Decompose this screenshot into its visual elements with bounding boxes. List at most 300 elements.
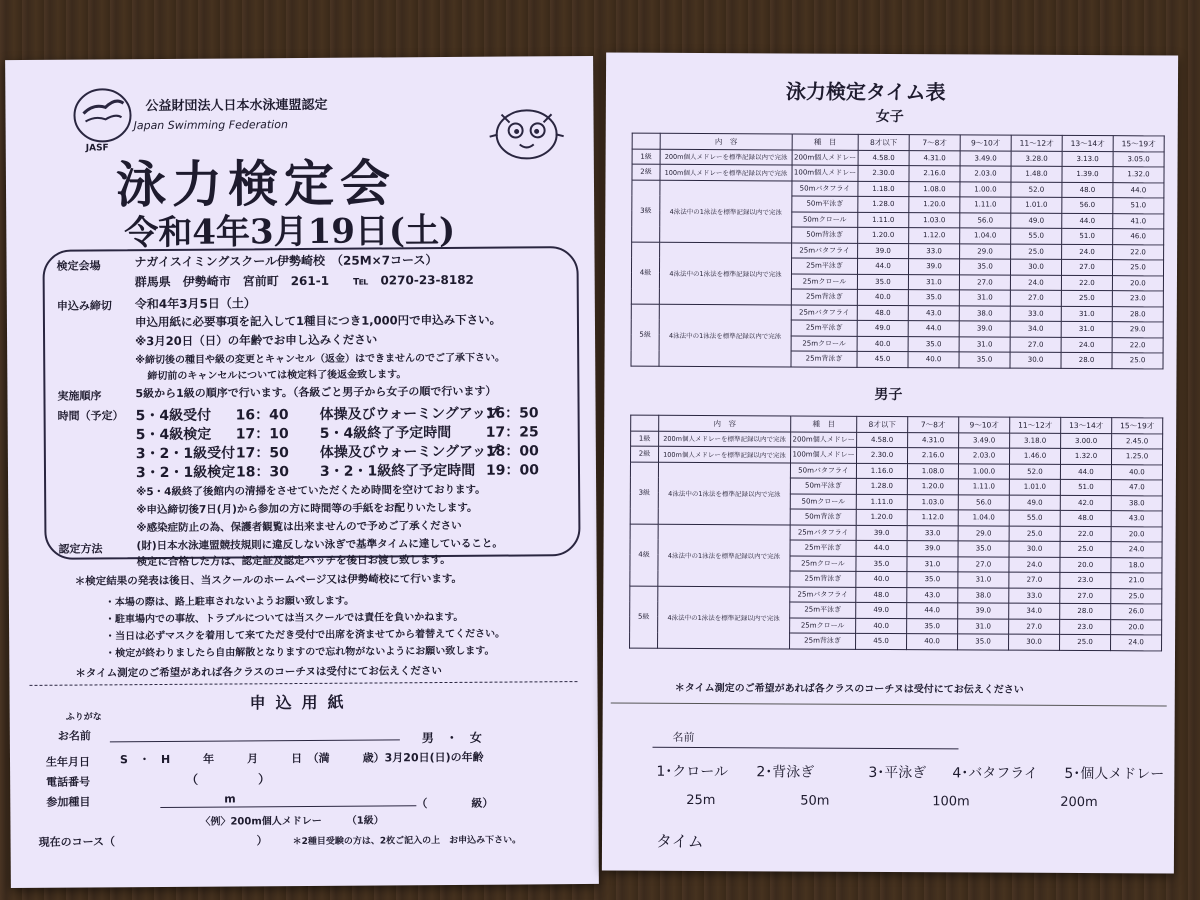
schedule-d-3: 19：00 [485,462,540,479]
male-level: 5級 [630,586,658,648]
female-time-cell: 31.0 [959,336,1010,352]
schedule-a-2: 3・2・1級受付 [135,445,236,463]
male-time-cell: 35.0 [958,541,1009,557]
female-time-cell: 49.0 [1011,213,1062,229]
schedule-a-0: 5・4級受付 [135,407,212,425]
page-title: 泳力検定会 [115,153,397,215]
schedule-d-2: 18：00 [485,443,539,460]
event-label: 参加種目 [46,795,91,809]
female-time-cell: 25.0 [1061,290,1112,306]
male-level: 3級 [630,462,658,524]
schedule-c-0: 体操及びウォーミングアップ [319,405,500,423]
female-description: 4泳法中の1泳法を標準記録以内で完泳 [659,242,791,305]
male-time-cell: 30.0 [1009,541,1060,557]
male-time-cell: 1.28.0 [856,478,907,494]
schedule-b-3: 18：30 [235,464,290,481]
male-event: 25m平泳ぎ [790,602,856,618]
male-header-2: 8才以下 [857,416,908,432]
male-time-cell: 2.45.0 [1112,433,1163,449]
male-time-cell: 20.0 [1111,526,1162,542]
org-name: 公益財団法人日本水泳連盟認定 [145,97,328,115]
male-time-cell: 24.0 [1111,542,1162,558]
female-time-cell: 35.0 [908,336,959,352]
birth-label: 生年月日 [45,755,91,769]
female-time-cell: 1.12.0 [909,228,960,244]
female-time-cell: 35.0 [959,352,1010,368]
female-time-cell: 31.0 [959,290,1010,306]
female-time-cell: 29.0 [960,243,1011,259]
male-time-cell: 27.0 [1060,588,1111,604]
female-header-5: 11〜12才 [1011,135,1062,151]
male-time-cell: 25.0 [1060,541,1111,557]
male-time-cell: 39.0 [958,603,1009,619]
male-event: 25mバタフライ [790,524,856,540]
female-time-cell: 24.0 [1010,275,1061,291]
male-time-cell: 18.0 [1111,557,1162,573]
male-time-cell: 23.0 [1060,619,1111,635]
male-event: 100m個人メドレー [791,447,857,463]
female-time-cell: 28.0 [1112,306,1163,322]
female-time-cell: 1.20.0 [909,197,960,213]
male-header-3: 7〜8才 [908,417,959,433]
female-time-cell: 1.00.0 [960,181,1011,197]
event-example: 〈例〉200m個人メドレー （1級） [200,815,384,828]
stroke-3: 3･平泳ぎ [868,764,927,782]
female-time-cell: 2.16.0 [909,166,960,182]
org-name-en: Japan Swimming Federation [133,118,288,133]
male-time-cell: 48.0 [1060,510,1111,526]
male-description: 4泳法中の1泳法を標準記録以内で完泳 [658,586,790,649]
female-level: 5級 [631,304,659,366]
male-description: 100m個人メドレーを標準記録以内で完泳 [659,446,791,462]
distance-200: 200m [1060,794,1098,811]
female-time-cell: 30.0 [1010,259,1061,275]
time-label-right: タイム [655,831,704,852]
female-time-cell: 27.0 [1010,337,1061,353]
male-time-cell: 1.11.0 [856,494,907,510]
female-time-cell: 20.0 [1112,275,1163,291]
female-time-cell: 44.0 [1062,213,1113,229]
male-time-cell: 4.58.0 [857,432,908,448]
male-time-cell: 27.0 [1009,572,1060,588]
female-time-cell: 40.0 [857,289,908,305]
male-time-cell: 3.49.0 [959,432,1010,448]
female-time-cell: 23.0 [1112,291,1163,307]
male-time-cell: 31.0 [907,556,958,572]
female-event: 50m平泳ぎ [792,196,858,212]
female-time-cell: 1.08.0 [909,181,960,197]
male-time-cell: 42.0 [1060,495,1111,511]
event-field[interactable] [160,805,416,808]
male-time-cell: 35.0 [907,618,958,634]
female-time-cell: 27.0 [1010,290,1061,306]
female-time-cell: 51.0 [1062,228,1113,244]
female-time-cell: 39.0 [858,243,909,259]
male-time-cell: 35.0 [907,572,958,588]
male-event: 50m平泳ぎ [790,478,856,494]
female-time-cell: 1.39.0 [1062,166,1113,182]
stroke-4: 4･バタフライ [952,765,1038,782]
female-header-7: 15〜19才 [1113,136,1164,152]
male-time-cell: 40.0 [856,618,907,634]
female-time-cell: 35.0 [857,274,908,290]
male-time-cell: 35.0 [856,556,907,572]
results-note: ＊検定結果の発表は後日、当スクールのホームページ又は伊勢崎校にて行います。 [74,572,463,588]
male-time-cell: 21.0 [1111,573,1162,589]
form-title: 申込用紙 [249,692,354,713]
female-time-cell: 29.0 [1112,322,1163,338]
venue-address: 群馬県 伊勢崎市 宮前町 261-1 ℡ 0270-23-8182 [134,272,474,290]
female-header-2: 8才以下 [858,134,909,150]
female-time-cell: 44.0 [1113,182,1164,198]
female-time-cell: 1.04.0 [960,228,1011,244]
female-event: 25m背泳ぎ [791,351,857,367]
male-time-cell: 29.0 [958,525,1009,541]
male-time-cell: 1.08.0 [907,463,958,479]
phone-field[interactable]: （ ） [186,772,271,787]
deadline-value: 令和4年3月5日（土） [134,296,256,312]
female-time-cell: 40.0 [908,352,959,368]
male-header-4: 9〜10才 [959,417,1010,433]
cert-line-1: (財)日本水泳連盟競技規則に違反しない泳ぎで基準タイムに達していること。 [136,537,503,553]
female-time-cell: 24.0 [1062,244,1113,260]
male-time-cell: 22.0 [1060,526,1111,542]
male-row [630,462,1162,480]
female-time-cell: 27.0 [1061,259,1112,275]
female-time-cell: 3.05.0 [1113,151,1164,167]
male-time-cell: 27.0 [958,556,1009,572]
male-time-cell: 49.0 [1009,495,1060,511]
female-time-cell: 33.0 [909,243,960,259]
female-time-cell: 44.0 [908,321,959,337]
male-time-cell: 28.0 [1060,603,1111,619]
male-level: 4級 [630,524,658,586]
female-time-cell: 48.0 [857,305,908,321]
female-time-cell: 34.0 [1010,321,1061,337]
male-event: 50m背泳ぎ [790,509,856,525]
cancel-note: 締切前のキャンセルについては検定料了後返金致します。 [147,369,407,383]
female-time-cell: 1.18.0 [858,181,909,197]
male-level: 2級 [631,446,659,462]
female-time-cell: 31.0 [1061,321,1112,337]
female-time-cell: 41.0 [1113,213,1164,229]
male-header-5: 11〜12才 [1010,417,1061,433]
female-time-cell: 1.20.0 [858,227,909,243]
male-header-1: 種 目 [791,416,857,432]
female-header-1: 種 目 [792,134,858,150]
distance-50: 50m [800,793,830,809]
male-time-table [629,415,1163,651]
male-time-cell: 1.32.0 [1060,448,1111,464]
course-label: 現在のコース（ [38,835,116,849]
venue-name: ナガイスイミングスクール伊勢崎校 （25M×7コース） [134,253,438,270]
time-table-title: 泳力検定タイム表 [785,79,946,105]
name-line[interactable] [653,747,959,750]
schedule-d-1: 17：25 [485,424,539,441]
female-time-cell: 39.0 [908,259,959,275]
male-time-cell: 25.0 [1111,588,1162,604]
female-header-blank [632,133,660,149]
course-close: ） [256,834,268,848]
apply-note: ※3月20日（日）の年齢でお申し込みください [135,332,378,349]
male-time-cell: 3.18.0 [1010,433,1061,449]
male-time-cell: 40.0 [1111,464,1162,480]
cut-line [29,681,577,686]
distance-100: 100m [932,794,970,810]
event-date: 令和4年3月19日(土) [124,210,456,254]
female-header-6: 13〜14才 [1062,135,1113,151]
female-time-cell: 3.49.0 [960,150,1011,166]
male-time-cell: 51.0 [1060,479,1111,495]
male-time-cell: 1.20.0 [856,509,907,525]
male-time-cell: 48.0 [856,587,907,603]
male-time-cell: 31.0 [958,572,1009,588]
male-time-cell: 23.0 [1060,572,1111,588]
phone-label: 電話番号 [46,775,91,789]
schedule-d-0: 16：50 [485,405,539,422]
male-time-cell: 44.0 [856,540,907,556]
male-time-cell: 30.0 [1009,634,1060,650]
male-time-cell: 45.0 [856,633,907,649]
male-time-cell: 33.0 [1009,588,1060,604]
female-time-cell: 28.0 [1061,352,1112,368]
female-time-cell: 24.0 [1061,337,1112,353]
female-time-cell: 35.0 [959,259,1010,275]
time-request-note-right: ＊タイム測定のご希望があれば各クラスのコーチヌは受付にてお伝えください [674,682,1024,696]
name-field[interactable] [110,739,400,742]
order-value: 5級から1級の順序で行います。（各級ごと男子から女子の順で行います） [135,384,497,401]
female-event: 100m個人メドレー [792,165,858,181]
male-time-cell: 24.0 [1009,557,1060,573]
male-time-cell: 44.0 [907,603,958,619]
change-note: ※締切後の種目や級の変更とキャンセル（返金）はできませんのでご了承下さい。 [135,352,505,367]
female-time-cell: 1.03.0 [909,212,960,228]
male-time-cell: 38.0 [1111,495,1162,511]
female-row [631,304,1163,322]
schedule-c-3: 3・2・1級終了予定時間 [319,462,476,480]
female-time-cell: 1.01.0 [1011,197,1062,213]
stroke-5: 5･個人メドレー [1064,765,1165,783]
male-time-cell: 40.0 [856,571,907,587]
female-time-cell: 27.0 [959,274,1010,290]
female-time-cell: 38.0 [959,305,1010,321]
furigana-label: ふりがな [65,712,102,723]
male-time-cell: 33.0 [907,525,958,541]
male-time-cell: 2.16.0 [907,448,958,464]
female-time-cell: 51.0 [1113,198,1164,214]
note-1: ・本場の際は、路上駐車されないようお願い致します。 [104,595,355,609]
male-event: 25m平泳ぎ [790,540,856,556]
male-time-cell: 1.11.0 [958,479,1009,495]
male-time-cell: 52.0 [1009,464,1060,480]
schedule-b-2: 17：50 [235,445,289,462]
male-event: 25mクロール [790,617,856,633]
female-time-cell: 25.0 [1011,244,1062,260]
female-time-cell: 3.13.0 [1062,151,1113,167]
male-time-cell: 1.12.0 [907,510,958,526]
male-time-cell: 49.0 [856,602,907,618]
male-time-cell: 44.0 [1060,464,1111,480]
female-time-cell: 39.0 [959,321,1010,337]
female-time-cell: 1.32.0 [1113,167,1164,183]
schedule-b-1: 17：10 [235,426,289,443]
cert-label: 認定方法 [58,542,103,556]
male-event: 50mクロール [790,493,856,509]
female-description: 100m個人メドレーを標準記録以内で完泳 [660,164,792,180]
female-time-cell: 31.0 [908,274,959,290]
jasf-logo [71,85,133,147]
female-header-0: 内 容 [660,133,792,149]
female-time-cell: 40.0 [857,336,908,352]
male-time-cell: 39.0 [907,541,958,557]
male-header-0: 内 容 [659,415,791,431]
mascot-icon [481,96,571,167]
time-label: 時間（予定） [57,409,124,423]
cert-line-2: 検定に合格した方は、認定証及認定バッチを後日お渡し致します。 [136,553,451,569]
female-time-cell: 1.28.0 [858,196,909,212]
female-time-cell: 56.0 [1062,197,1113,213]
divider [611,703,1167,707]
male-level: 1級 [631,431,659,447]
male-event: 25mクロール [790,555,856,571]
male-time-cell: 24.0 [1111,635,1162,651]
venue-label: 検定会場 [56,259,101,273]
male-time-cell: 43.0 [907,587,958,603]
female-row [632,180,1164,198]
stroke-1: 1･クロール [656,763,729,781]
male-time-cell: 2.30.0 [857,447,908,463]
female-event: 50m背泳ぎ [792,227,858,243]
male-time-cell: 1.16.0 [856,463,907,479]
male-event: 25m背泳ぎ [790,633,856,649]
female-event: 25mバタフライ [791,304,857,320]
female-time-cell: 22.0 [1112,337,1163,353]
female-event: 25mクロール [791,273,857,289]
male-time-cell: 1.20.0 [907,479,958,495]
female-time-cell: 30.0 [1010,352,1061,368]
female-heading: 女子 [875,108,904,126]
female-event: 50mバタフライ [792,180,858,196]
female-event: 25m背泳ぎ [791,289,857,305]
female-time-cell: 56.0 [960,212,1011,228]
female-time-cell: 55.0 [1011,228,1062,244]
female-time-cell: 25.0 [1112,353,1163,369]
female-header-3: 7〜8才 [909,135,960,151]
male-header-blank [631,415,659,431]
schedule-a-1: 5・4級検定 [135,426,212,444]
male-time-cell: 1.01.0 [1009,479,1060,495]
male-time-cell: 47.0 [1111,480,1162,496]
female-time-cell: 1.48.0 [1011,166,1062,182]
time-table-sheet [602,53,1178,874]
male-header-7: 15〜19才 [1112,418,1163,434]
male-time-cell: 43.0 [1111,511,1162,527]
male-header-6: 13〜14才 [1061,417,1112,433]
application-flyer [5,56,599,888]
birth-field[interactable]: S ・ H 年 月 日 （満 歳）3月20日(日)の年齢 [119,750,484,767]
female-description: 200m個人メドレーを標準記録以内で完泳 [660,149,792,165]
male-time-cell: 39.0 [856,525,907,541]
female-header-4: 9〜10才 [960,135,1011,151]
female-level: 4級 [631,242,659,304]
male-time-cell: 20.0 [1060,557,1111,573]
male-time-cell: 34.0 [1009,603,1060,619]
male-time-cell: 1.25.0 [1111,449,1162,465]
male-time-cell: 3.00.0 [1061,433,1112,449]
female-level: 3級 [632,180,660,242]
female-time-cell: 1.11.0 [858,212,909,228]
male-time-cell: 35.0 [958,634,1009,650]
female-time-cell: 4.31.0 [909,150,960,166]
male-time-cell: 38.0 [958,587,1009,603]
male-time-cell: 25.0 [1060,634,1111,650]
male-description: 4泳法中の1泳法を標準記録以内で完泳 [658,462,790,525]
note-3: ・当日は必ずマスクを着用して来てただき受付で出席を済ませてから着替えてください。 [105,628,506,643]
schedule-note-2: ※申込締切後7日(月)から参加の方に時間等の手紙をお配りいたします。 [136,501,478,517]
male-event: 25mバタフライ [790,586,856,602]
male-time-cell: 55.0 [1009,510,1060,526]
male-time-cell: 2.03.0 [958,448,1009,464]
event-kyu[interactable]: （ 級） [416,796,494,811]
female-time-cell: 52.0 [1011,182,1062,198]
female-time-cell: 48.0 [1062,182,1113,198]
male-event: 50mバタフライ [790,462,856,478]
name-label-right: 名前 [672,730,695,744]
female-event: 200m個人メドレー [792,149,858,165]
gender-field[interactable]: 男 ・ 女 [421,730,482,746]
male-description: 200m個人メドレーを標準記録以内で完泳 [659,431,791,447]
female-time-cell: 2.03.0 [960,166,1011,182]
male-time-cell: 1.03.0 [907,494,958,510]
male-time-cell: 4.31.0 [908,432,959,448]
female-event: 50mクロール [792,211,858,227]
distance-25: 25m [686,792,716,809]
schedule-b-0: 16：40 [235,407,289,424]
male-time-cell: 56.0 [958,494,1009,510]
order-label: 実施順序 [57,389,102,403]
schedule-note-1: ※5・4級終了後館内の清掃をさせていただくため時間を空けております。 [136,483,486,499]
female-row [632,242,1164,260]
female-event: 25mバタフライ [792,242,858,258]
female-time-cell: 45.0 [857,351,908,367]
female-time-cell: 35.0 [908,290,959,306]
female-description: 4泳法中の1泳法を標準記録以内で完泳 [659,304,791,367]
female-time-cell: 3.28.0 [1011,151,1062,167]
female-time-cell: 49.0 [857,320,908,336]
female-time-cell: 31.0 [1061,306,1112,322]
male-time-cell: 1.00.0 [958,463,1009,479]
male-time-cell: 40.0 [907,634,958,650]
male-heading: 男子 [874,386,903,404]
female-time-cell: 25.0 [1112,260,1163,276]
male-time-cell: 20.0 [1111,619,1162,635]
course-note: ＊2種目受験の方は、2枚ご記入の上 お申込み下さい。 [292,835,522,848]
schedule-a-3: 3・2・1級検定 [135,464,236,482]
male-row [630,586,1162,604]
time-request-note: ＊タイム測定のご希望があれば各クラスのコーチヌは受付にてお伝えください [75,665,442,680]
female-event: 25m平泳ぎ [791,320,857,336]
deadline-label: 申込み締切 [56,299,112,313]
male-time-cell: 1.46.0 [1009,448,1060,464]
female-time-cell: 2.30.0 [858,165,909,181]
female-time-table [631,133,1165,369]
male-time-cell: 31.0 [958,618,1009,634]
female-level: 2級 [632,164,660,180]
female-time-cell: 33.0 [1010,306,1061,322]
event-m: m [224,792,236,806]
female-time-cell: 46.0 [1113,229,1164,245]
female-level: 1級 [632,149,660,165]
